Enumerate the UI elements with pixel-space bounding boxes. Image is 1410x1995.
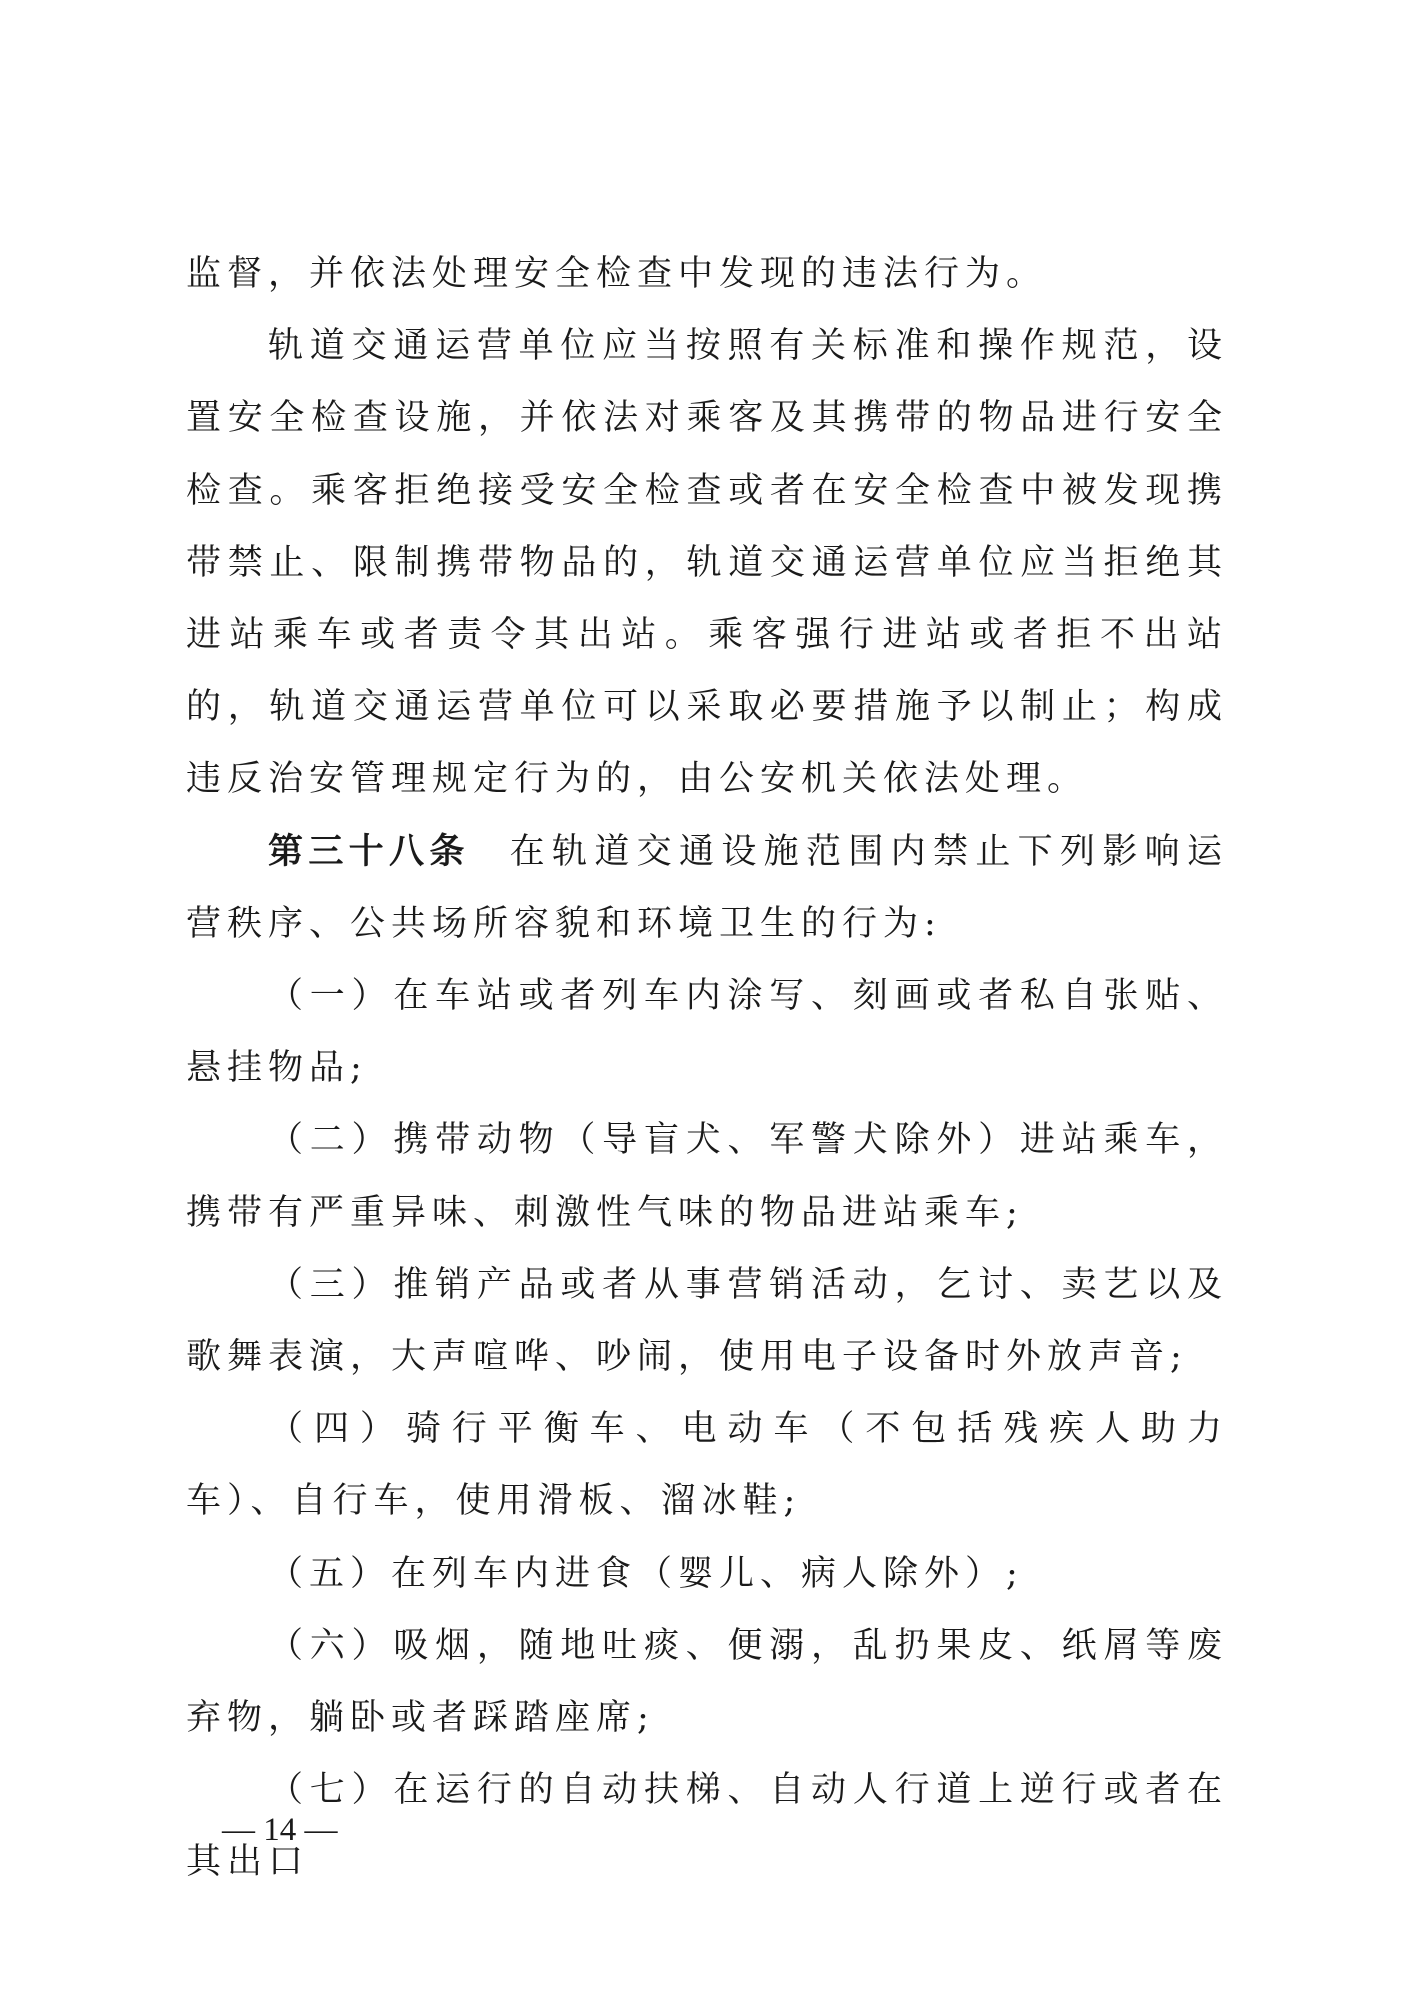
document-body (186, 238, 1228, 1899)
paragraph-security-inspection: 轨道交通运营单位应当按照有关标准和操作规范，设置安全检查设施，并依法对乘客及其携带的物品进行安全检查。乘客拒绝接受安全检查或者在安全检查中被发现携带禁止、限制携带物品的，轨道交通运营单位应当拒绝其进站乘车或者责令其出站。乘客强行进站或者拒不出站的，轨道交通运营单位可以采取必要措施予以制止；构成违反治安管理规定行为的，由公安机关依法处理。 (186, 326, 1228, 800)
article-item-4: （四）骑行平衡车、电动车（不包括残疾人助力车）、自行车，使用滑板、溜冰鞋; (186, 1409, 1228, 1522)
article-38-intro (186, 816, 1228, 960)
article-item-2: （二）携带动物（导盲犬、军警犬除外）进站乘车，携带有严重异味、刺激性气味的物品进站乘车; (186, 1120, 1228, 1233)
article-heading: 第三十八条 (268, 831, 470, 872)
article-item-5: （五）在列车内进食（婴儿、病人除外）; (268, 1553, 1024, 1594)
article-item-7: （七）在运行的自动扶梯、自动人行道上逆行或者在其出口 (186, 1770, 1228, 1883)
article-item-6: （六）吸烟，随地吐痰、便溺，乱扔果皮、纸屑等废弃物，躺卧或者踩踏座席; (186, 1625, 1228, 1739)
article-item-1: （一）在车站或者列车内涂写、刻画或者私自张贴、悬挂物品; (186, 976, 1228, 1089)
page-number: — 14 — (222, 1812, 338, 1848)
paragraph-continuation: 监督，并依法处理安全检查中发现的违法行为。 (186, 254, 1048, 294)
article-item-3: （三）推销产品或者从事营销活动，乞讨、卖艺以及歌舞表演，大声喧哗、吵闹，使用电子设备时外放声音; (186, 1264, 1228, 1378)
article-intro-text: 在轨道交通设施范围内禁止下列影响运营秩序、公共场所容貌和环境卫生的行为: (186, 831, 1228, 944)
